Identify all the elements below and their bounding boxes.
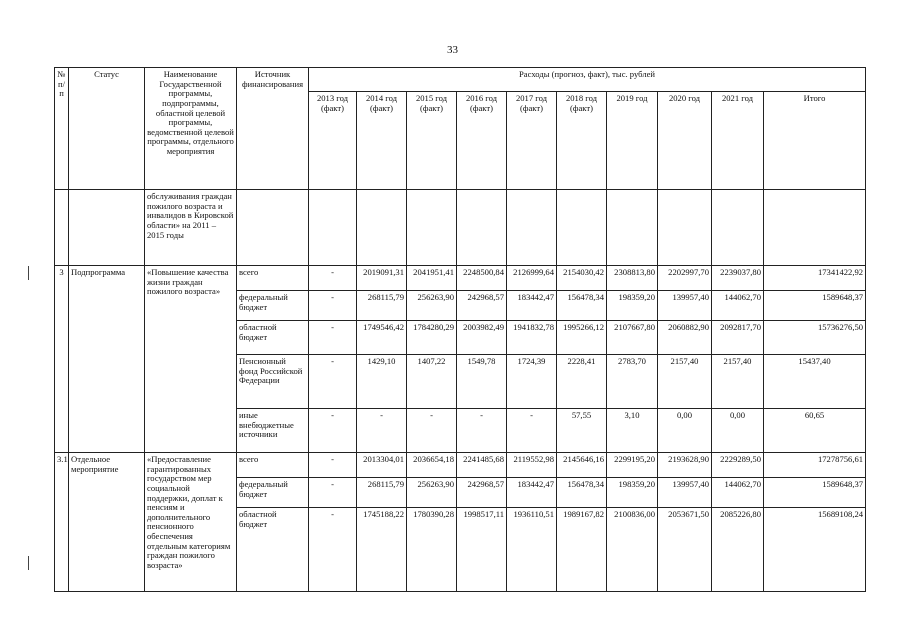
cell: [69, 190, 145, 266]
value-cell: 2092817,70: [712, 321, 764, 355]
value-cell: 1936110,51: [507, 508, 557, 592]
source-cell: федеральный бюджет: [237, 478, 309, 508]
value-cell: -: [309, 478, 357, 508]
value-cell: 2229289,50: [712, 453, 764, 478]
value-cell: -: [309, 409, 357, 453]
margin-mark: [28, 556, 29, 570]
header-expenses: Расходы (прогноз, факт), тыс. рублей: [309, 68, 866, 92]
value-cell: 2248500,84: [457, 266, 507, 291]
value-cell: 0,00: [712, 409, 764, 453]
value-cell: 183442,47: [507, 478, 557, 508]
value-cell: 2126999,64: [507, 266, 557, 291]
value-cell: 268115,79: [357, 291, 407, 321]
value-cell: -: [309, 321, 357, 355]
value-cell: 2202997,70: [658, 266, 712, 291]
value-cell: -: [507, 409, 557, 453]
value-cell: 256263,90: [407, 478, 457, 508]
value-cell: 2193628,90: [658, 453, 712, 478]
total-cell: 15689108,24: [764, 508, 866, 592]
value-cell: 2157,40: [712, 355, 764, 409]
margin-mark: [28, 266, 29, 280]
value-cell: -: [357, 409, 407, 453]
continuation-name: обслуживания граждан пожилого возраста и инвалидов в Кировской области» на 2011 – 2015 годы: [145, 190, 237, 266]
value-cell: 2241485,68: [457, 453, 507, 478]
value-cell: 1724,39: [507, 355, 557, 409]
value-cell: -: [457, 409, 507, 453]
value-cell: -: [309, 453, 357, 478]
value-cell: 2060882,90: [658, 321, 712, 355]
source-cell: всего: [237, 453, 309, 478]
value-cell: 2299195,20: [607, 453, 658, 478]
value-cell: 2107667,80: [607, 321, 658, 355]
total-cell: 1589648,37: [764, 291, 866, 321]
value-cell: 2157,40: [658, 355, 712, 409]
value-cell: 1549,78: [457, 355, 507, 409]
total-cell: 15736276,50: [764, 321, 866, 355]
value-cell: 2085226,80: [712, 508, 764, 592]
total-cell: 15437,40: [764, 355, 866, 409]
source-cell: всего: [237, 266, 309, 291]
value-cell: 256263,90: [407, 291, 457, 321]
value-cell: -: [309, 355, 357, 409]
value-cell: 2013304,01: [357, 453, 407, 478]
value-cell: 139957,40: [658, 478, 712, 508]
value-cell: 2228,41: [557, 355, 607, 409]
value-cell: 1780390,28: [407, 508, 457, 592]
year-header: 2021 год: [712, 92, 764, 190]
value-cell: 2019091,31: [357, 266, 407, 291]
value-cell: 183442,47: [507, 291, 557, 321]
value-cell: 242968,57: [457, 478, 507, 508]
value-cell: 2003982,49: [457, 321, 507, 355]
value-cell: 1745188,22: [357, 508, 407, 592]
value-cell: -: [309, 266, 357, 291]
row-num: 3.1: [55, 453, 69, 592]
row-name: «Предоставление гарантированных государством мер социальной поддержки, доплат к пенсиям и дополнительного пенсионного обеспечения отдельным категориям граждан пожилого возраста»: [145, 453, 237, 592]
value-cell: -: [309, 508, 357, 592]
header-num: № п/п: [55, 68, 69, 190]
value-cell: 1749546,42: [357, 321, 407, 355]
value-cell: 57,55: [557, 409, 607, 453]
source-cell: иные внебюджетные источники: [237, 409, 309, 453]
table-row: [55, 453, 866, 478]
value-cell: 1784280,29: [407, 321, 457, 355]
value-cell: 2154030,42: [557, 266, 607, 291]
year-header: 2020 год: [658, 92, 712, 190]
value-cell: 1998517,11: [457, 508, 507, 592]
value-cell: 2783,70: [607, 355, 658, 409]
value-cell: 242968,57: [457, 291, 507, 321]
value-cell: 198359,20: [607, 291, 658, 321]
value-cell: 1995266,12: [557, 321, 607, 355]
source-cell: областной бюджет: [237, 508, 309, 592]
total-cell: 1589648,37: [764, 478, 866, 508]
total-cell: 60,65: [764, 409, 866, 453]
table-row: [55, 266, 866, 291]
header-status: Статус: [69, 68, 145, 190]
header-name: Наименование Государственной программы, подпрограммы, областной целевой программы, ведомственной целевой программы, отдельного мероприятия: [145, 68, 237, 190]
value-cell: 139957,40: [658, 291, 712, 321]
year-header: 2017 год (факт): [507, 92, 557, 190]
value-cell: 2119552,98: [507, 453, 557, 478]
table-row: [55, 190, 866, 266]
value-cell: 268115,79: [357, 478, 407, 508]
total-header: Итого: [764, 92, 866, 190]
value-cell: 1429,10: [357, 355, 407, 409]
page-number: 33: [447, 44, 458, 56]
value-cell: 2036654,18: [407, 453, 457, 478]
total-cell: 17341422,92: [764, 266, 866, 291]
year-header: 2015 год (факт): [407, 92, 457, 190]
value-cell: 2041951,41: [407, 266, 457, 291]
value-cell: 2308813,80: [607, 266, 658, 291]
budget-table: [54, 67, 866, 592]
header-source: Источник финансирования: [237, 68, 309, 190]
value-cell: 156478,34: [557, 478, 607, 508]
value-cell: 144062,70: [712, 291, 764, 321]
value-cell: 1941832,78: [507, 321, 557, 355]
cell: [55, 190, 69, 266]
year-header: 2019 год: [607, 92, 658, 190]
value-cell: 3,10: [607, 409, 658, 453]
value-cell: 2239037,80: [712, 266, 764, 291]
value-cell: 2053671,50: [658, 508, 712, 592]
row-status: Подпрограмма: [69, 266, 145, 453]
value-cell: 1989167,82: [557, 508, 607, 592]
source-cell: Пенсионный фонд Российской Федерации: [237, 355, 309, 409]
year-header: 2013 год (факт): [309, 92, 357, 190]
cell: [237, 190, 309, 266]
value-cell: 144062,70: [712, 478, 764, 508]
value-cell: -: [309, 291, 357, 321]
total-cell: 17278756,61: [764, 453, 866, 478]
year-header: 2016 год (факт): [457, 92, 507, 190]
row-status: Отдельное мероприятие: [69, 453, 145, 592]
value-cell: 198359,20: [607, 478, 658, 508]
value-cell: 1407,22: [407, 355, 457, 409]
value-cell: 2100836,00: [607, 508, 658, 592]
source-cell: федеральный бюджет: [237, 291, 309, 321]
year-header: 2014 год (факт): [357, 92, 407, 190]
source-cell: областной бюджет: [237, 321, 309, 355]
row-num: 3: [55, 266, 69, 453]
year-header: 2018 год (факт): [557, 92, 607, 190]
value-cell: 2145646,16: [557, 453, 607, 478]
value-cell: 156478,34: [557, 291, 607, 321]
value-cell: -: [407, 409, 457, 453]
row-name: «Повышение качества жизни граждан пожилого возраста»: [145, 266, 237, 453]
value-cell: 0,00: [658, 409, 712, 453]
